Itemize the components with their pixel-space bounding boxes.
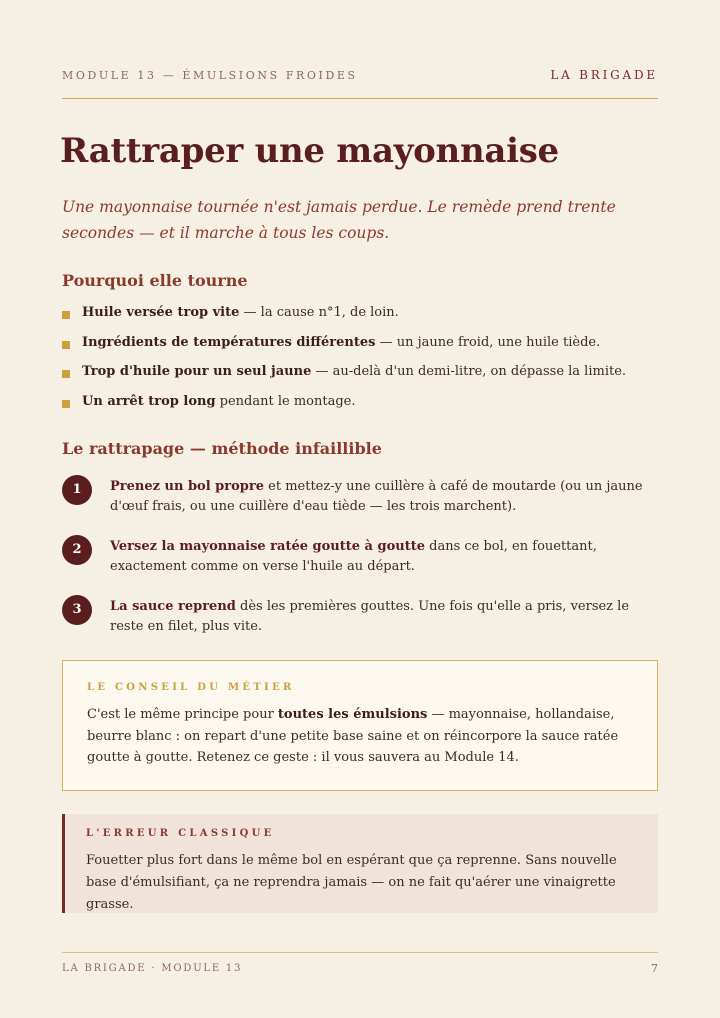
list-item (62, 362, 662, 392)
tip-text (87, 704, 637, 769)
bullet-bold: Trop d'huile pour un seul jaune (82, 364, 312, 380)
step-rest: dès les premières gouttes. Une fois qu'elle a pris, versez le reste en filet, plus vite. (110, 599, 630, 634)
section-heading-fix: Le rattrapage — méthode infaillible (62, 439, 382, 458)
bullet-text: — la cause n°1, de loin. (239, 305, 399, 320)
step-number-badge: 2 (62, 535, 92, 565)
step-number-badge: 1 (62, 475, 92, 505)
list-item (62, 303, 662, 333)
tip-label: LE CONSEIL DU MÉTIER (87, 682, 295, 693)
step-text (110, 537, 655, 577)
tip-text-start: C'est le même principe pour (87, 707, 278, 722)
bullet-square-icon (62, 341, 70, 349)
step-text (110, 597, 655, 637)
step-bold: La sauce reprend (110, 599, 236, 614)
tip-text-end: — mayonnaise, hollandaise, beurre blanc : on repart d'une petite base saine et on réincorpore la sauce ratée goutte à goutte. Retenez ce geste : il vous sauvera au Module 14. (87, 707, 619, 765)
footer-label: LA BRIGADE · MODULE 13 (62, 963, 243, 974)
tip-box (62, 660, 658, 791)
bullet-square-icon (62, 311, 70, 319)
page-title: Rattraper une mayonnaise (60, 131, 559, 171)
bullet-text: pendant le montage. (215, 394, 356, 410)
lead-paragraph: Une mayonnaise tournée n'est jamais perdue. Le remède prend trente secondes — et il marche à tous les coups. (62, 198, 616, 242)
module-label: MODULE 13 — ÉMULSIONS FROIDES (62, 69, 358, 82)
step-bold: Versez la mayonnaise ratée goutte à goutte (110, 539, 425, 554)
bullet-square-icon (62, 370, 70, 378)
bullet-bold: Ingrédients de températures différentes (82, 334, 376, 350)
bullet-bold: Un arrêt trop long (82, 394, 216, 410)
page-number: 7 (651, 962, 658, 975)
warning-text: Fouetter plus fort dans le même bol en espérant que ça reprenne. Sans nouvelle base d'émulsifiant, ça ne reprendra jamais — on ne fait qu'aérer une vinaigrette grasse. (86, 853, 617, 912)
tip-text-bold: toutes les émulsions (277, 707, 428, 722)
list-item (62, 333, 662, 363)
step-number-badge: 3 (62, 595, 92, 625)
page-header (62, 66, 658, 99)
bullet-text: — un jaune froid, une huile tiède. (375, 334, 601, 350)
section-heading-why: Pourquoi elle tourne (62, 271, 248, 290)
warning-box (62, 814, 658, 913)
page-footer (62, 952, 658, 982)
bullet-text: — au-delà d'un demi-litre, on dépasse la limite. (311, 364, 627, 380)
step-bold: Prenez un bol propre (110, 479, 265, 494)
warning-label: L'ERREUR CLASSIQUE (86, 828, 275, 839)
step-rest: et mettez-y une cuillère à café de moutarde (ou un jaune d'œuf frais, ou une cuillère d'eau tiède — les trois marchent). (110, 479, 643, 514)
step-rest: dans ce bol, en fouettant, exactement comme on verse l'huile au départ. (110, 539, 597, 574)
bullet-bold: Huile versée trop vite (82, 305, 240, 320)
list-item (62, 392, 662, 422)
bullet-square-icon (62, 400, 70, 408)
brand-label: LA BRIGADE (550, 68, 658, 82)
step-text (110, 477, 655, 517)
causes-list (62, 303, 662, 422)
